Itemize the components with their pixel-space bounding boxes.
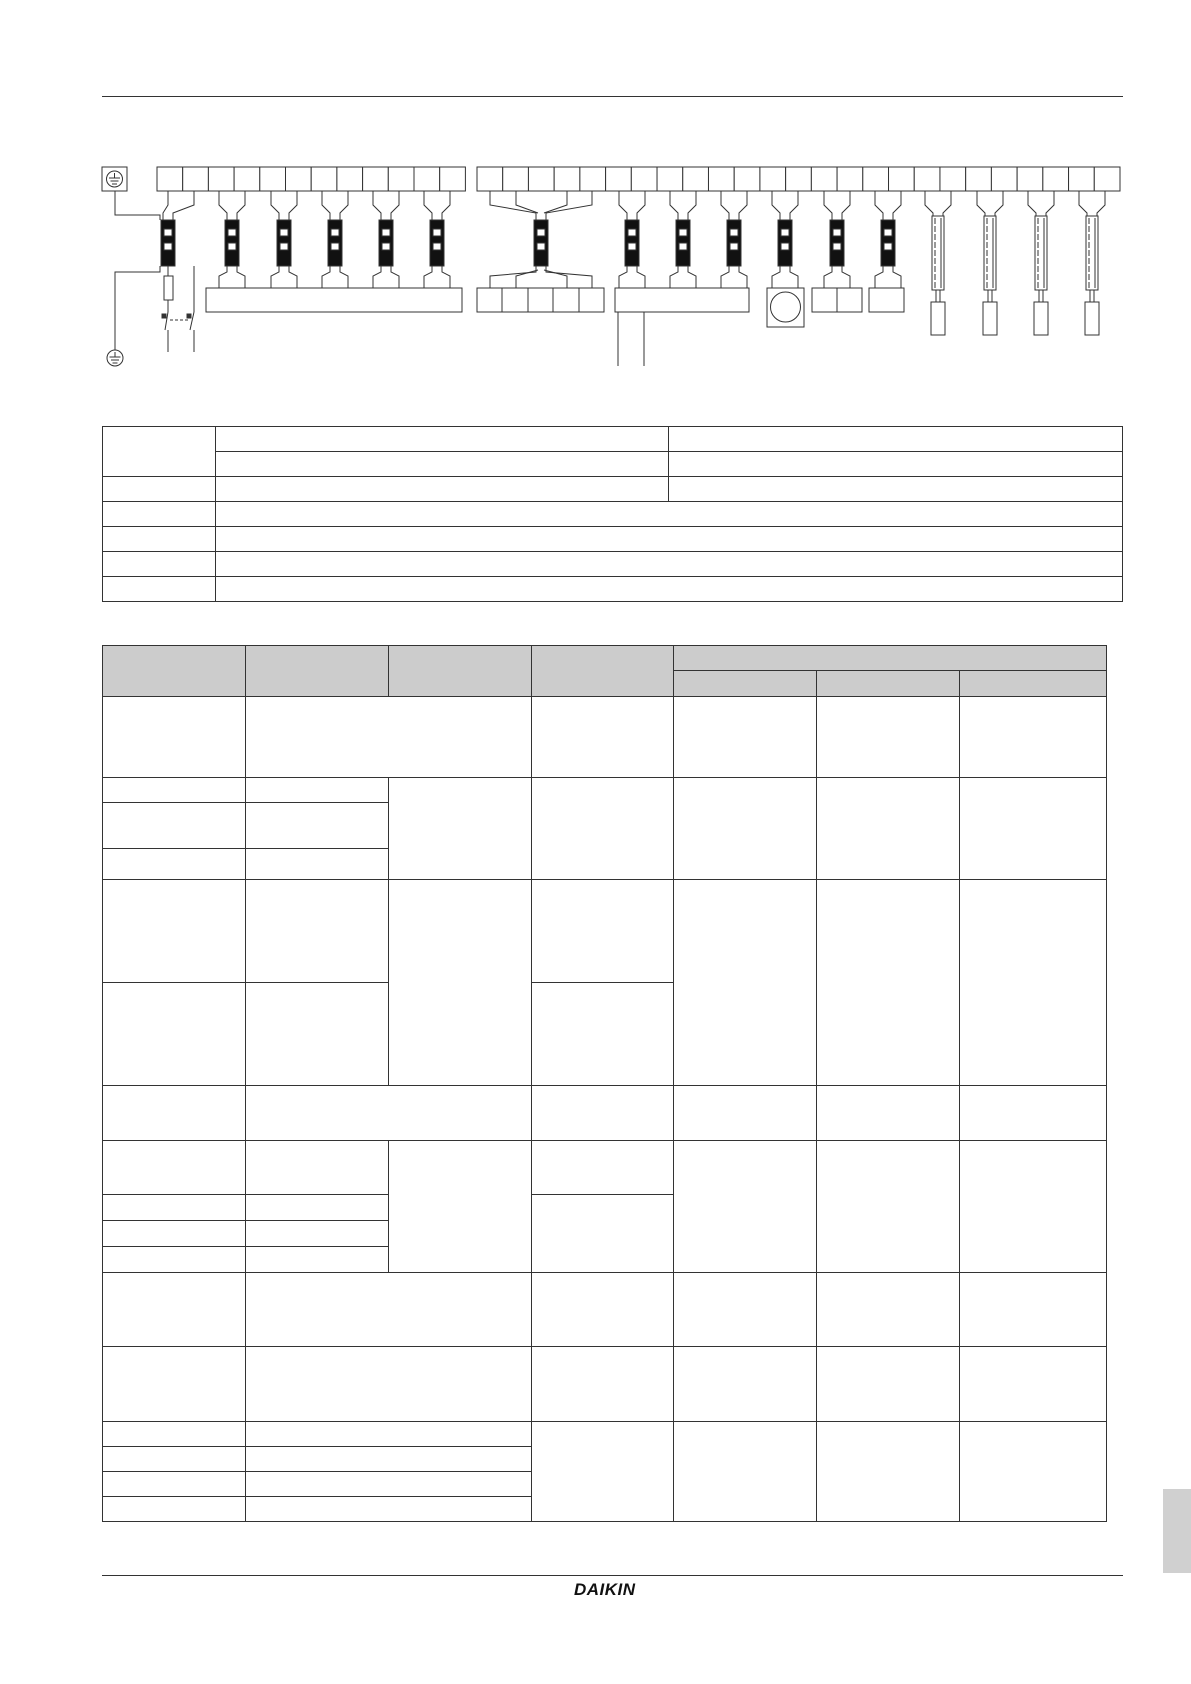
table-cell	[103, 1273, 246, 1347]
terminal-cell	[760, 167, 786, 191]
thermistor-icon	[932, 216, 944, 290]
table-cell	[817, 880, 960, 1086]
table-cell	[674, 697, 817, 778]
table-cell	[103, 502, 216, 527]
terminal-cell	[657, 167, 683, 191]
terminal-cell	[631, 167, 657, 191]
table-cell	[216, 427, 669, 452]
table-cell	[103, 477, 216, 502]
table-cell	[216, 577, 1123, 602]
fuse-icon	[164, 276, 173, 300]
terminal-cell	[440, 167, 466, 191]
terminal-cell	[786, 167, 812, 191]
table-cell	[960, 1141, 1107, 1273]
table-cell	[245, 880, 388, 983]
table-cell	[245, 778, 388, 803]
table-cell	[960, 1422, 1107, 1522]
table-cell	[216, 452, 669, 477]
daikin-logo: DAIKIN	[574, 1580, 636, 1599]
terminal-cell	[1094, 167, 1120, 191]
terminal-cell	[991, 167, 1017, 191]
terminal-strip-left	[157, 167, 465, 191]
table-cell	[531, 983, 674, 1086]
table-cell	[245, 1472, 531, 1497]
table-cell	[669, 427, 1123, 452]
legend-table	[102, 426, 1123, 602]
terminal-cell	[580, 167, 606, 191]
table-cell	[531, 778, 674, 880]
table-cell	[103, 1247, 246, 1273]
table-cell	[531, 880, 674, 983]
table-cell	[388, 1141, 531, 1273]
thermistor-icon	[1086, 216, 1098, 290]
spec-table	[102, 645, 1107, 1522]
table-cell	[245, 1422, 531, 1447]
terminal-strip-right	[477, 167, 1120, 191]
terminal-cell	[183, 167, 209, 191]
table-cell	[103, 697, 246, 778]
table-header-cell	[674, 646, 1107, 671]
table-cell	[245, 1273, 531, 1347]
table-cell	[216, 527, 1123, 552]
terminal-block	[206, 288, 462, 312]
table-cell	[817, 1141, 960, 1273]
table-cell	[103, 1195, 246, 1221]
table-cell	[817, 778, 960, 880]
thermistor-icon	[984, 216, 996, 290]
table-cell	[103, 880, 246, 983]
table-cell	[674, 1347, 817, 1422]
table-cell	[103, 1347, 246, 1422]
table-cell	[817, 1422, 960, 1522]
table-cell	[531, 1195, 674, 1273]
table-cell	[531, 1422, 674, 1522]
table-cell	[531, 1273, 674, 1347]
table-cell	[245, 1141, 388, 1195]
table-cell	[245, 1247, 388, 1273]
terminal-cell	[914, 167, 940, 191]
table-header-cell	[531, 646, 674, 697]
table-cell	[960, 1273, 1107, 1347]
terminal-cell	[503, 167, 529, 191]
table-cell	[245, 803, 388, 849]
table-cell	[245, 849, 388, 880]
table-cell	[103, 1422, 246, 1447]
terminal-block	[615, 288, 749, 312]
terminal-cell	[477, 167, 503, 191]
terminal-cell	[311, 167, 337, 191]
table-cell	[531, 1141, 674, 1195]
thermistor-icon	[1035, 216, 1047, 290]
table-cell	[674, 1273, 817, 1347]
table-cell	[531, 1086, 674, 1141]
table-header-cell	[817, 671, 960, 697]
table-cell	[817, 1347, 960, 1422]
table-cell	[103, 427, 216, 477]
table-header-cell	[103, 646, 246, 697]
terminal-block	[477, 288, 604, 312]
table-cell	[388, 778, 531, 880]
table-cell	[103, 849, 246, 880]
table-cell	[103, 778, 246, 803]
table-cell	[674, 1086, 817, 1141]
table-cell	[245, 1447, 531, 1472]
table-cell	[103, 527, 216, 552]
terminal-cell	[708, 167, 734, 191]
table-cell	[245, 983, 388, 1086]
table-cell	[103, 1141, 246, 1195]
earth-ground-icon	[107, 350, 123, 366]
table-cell	[960, 880, 1107, 1086]
table-cell	[103, 1472, 246, 1497]
table-cell	[216, 552, 1123, 577]
table-cell	[103, 1086, 246, 1141]
table-cell	[674, 880, 817, 1086]
terminal-cell	[683, 167, 709, 191]
terminal-cell	[606, 167, 632, 191]
table-cell	[245, 1347, 531, 1422]
table-cell	[245, 1497, 531, 1522]
table-cell	[817, 1273, 960, 1347]
terminal-cell	[1043, 167, 1069, 191]
table-cell	[103, 1497, 246, 1522]
table-cell	[817, 697, 960, 778]
table-header-cell	[674, 671, 817, 697]
terminal-cell	[414, 167, 440, 191]
table-cell	[245, 697, 531, 778]
terminal-cell	[286, 167, 312, 191]
table-header-cell	[960, 671, 1107, 697]
terminal-cell	[966, 167, 992, 191]
terminal-cell	[528, 167, 554, 191]
terminal-cell	[940, 167, 966, 191]
earth-ground-icon	[102, 167, 127, 191]
table-cell	[103, 983, 246, 1086]
table-cell	[388, 880, 531, 1086]
table-cell	[669, 477, 1123, 502]
terminal-cell	[837, 167, 863, 191]
table-cell	[960, 1086, 1107, 1141]
terminal-cell	[234, 167, 260, 191]
table-cell	[531, 697, 674, 778]
table-cell	[960, 697, 1107, 778]
table-cell	[245, 1086, 531, 1141]
terminal-cell	[1017, 167, 1043, 191]
table-cell	[103, 577, 216, 602]
table-cell	[669, 452, 1123, 477]
terminal-cell	[1069, 167, 1095, 191]
terminal-cell	[811, 167, 837, 191]
table-header-cell	[245, 646, 388, 697]
table-cell	[674, 1141, 817, 1273]
table-cell	[674, 1422, 817, 1522]
terminal-cell	[363, 167, 389, 191]
terminal-cell	[863, 167, 889, 191]
table-cell	[245, 1195, 388, 1221]
terminal-cell	[260, 167, 286, 191]
table-cell	[103, 803, 246, 849]
terminal-cell	[208, 167, 234, 191]
table-cell	[674, 778, 817, 880]
table-cell	[817, 1086, 960, 1141]
terminal-cell	[554, 167, 580, 191]
terminal-cell	[157, 167, 183, 191]
table-cell	[216, 502, 1123, 527]
wiring-diagram	[0, 0, 1191, 400]
table-cell	[531, 1347, 674, 1422]
table-header-cell	[388, 646, 531, 697]
terminal-cell	[337, 167, 363, 191]
footer-rule	[102, 1575, 1123, 1576]
terminal-cell	[388, 167, 414, 191]
table-cell	[245, 1221, 388, 1247]
section-tab	[1163, 1489, 1191, 1573]
table-cell	[103, 1221, 246, 1247]
table-cell	[103, 1447, 246, 1472]
table-cell	[960, 778, 1107, 880]
table-cell	[216, 477, 669, 502]
terminal-cell	[734, 167, 760, 191]
table-cell	[103, 552, 216, 577]
terminal-cell	[889, 167, 915, 191]
table-cell	[960, 1347, 1107, 1422]
